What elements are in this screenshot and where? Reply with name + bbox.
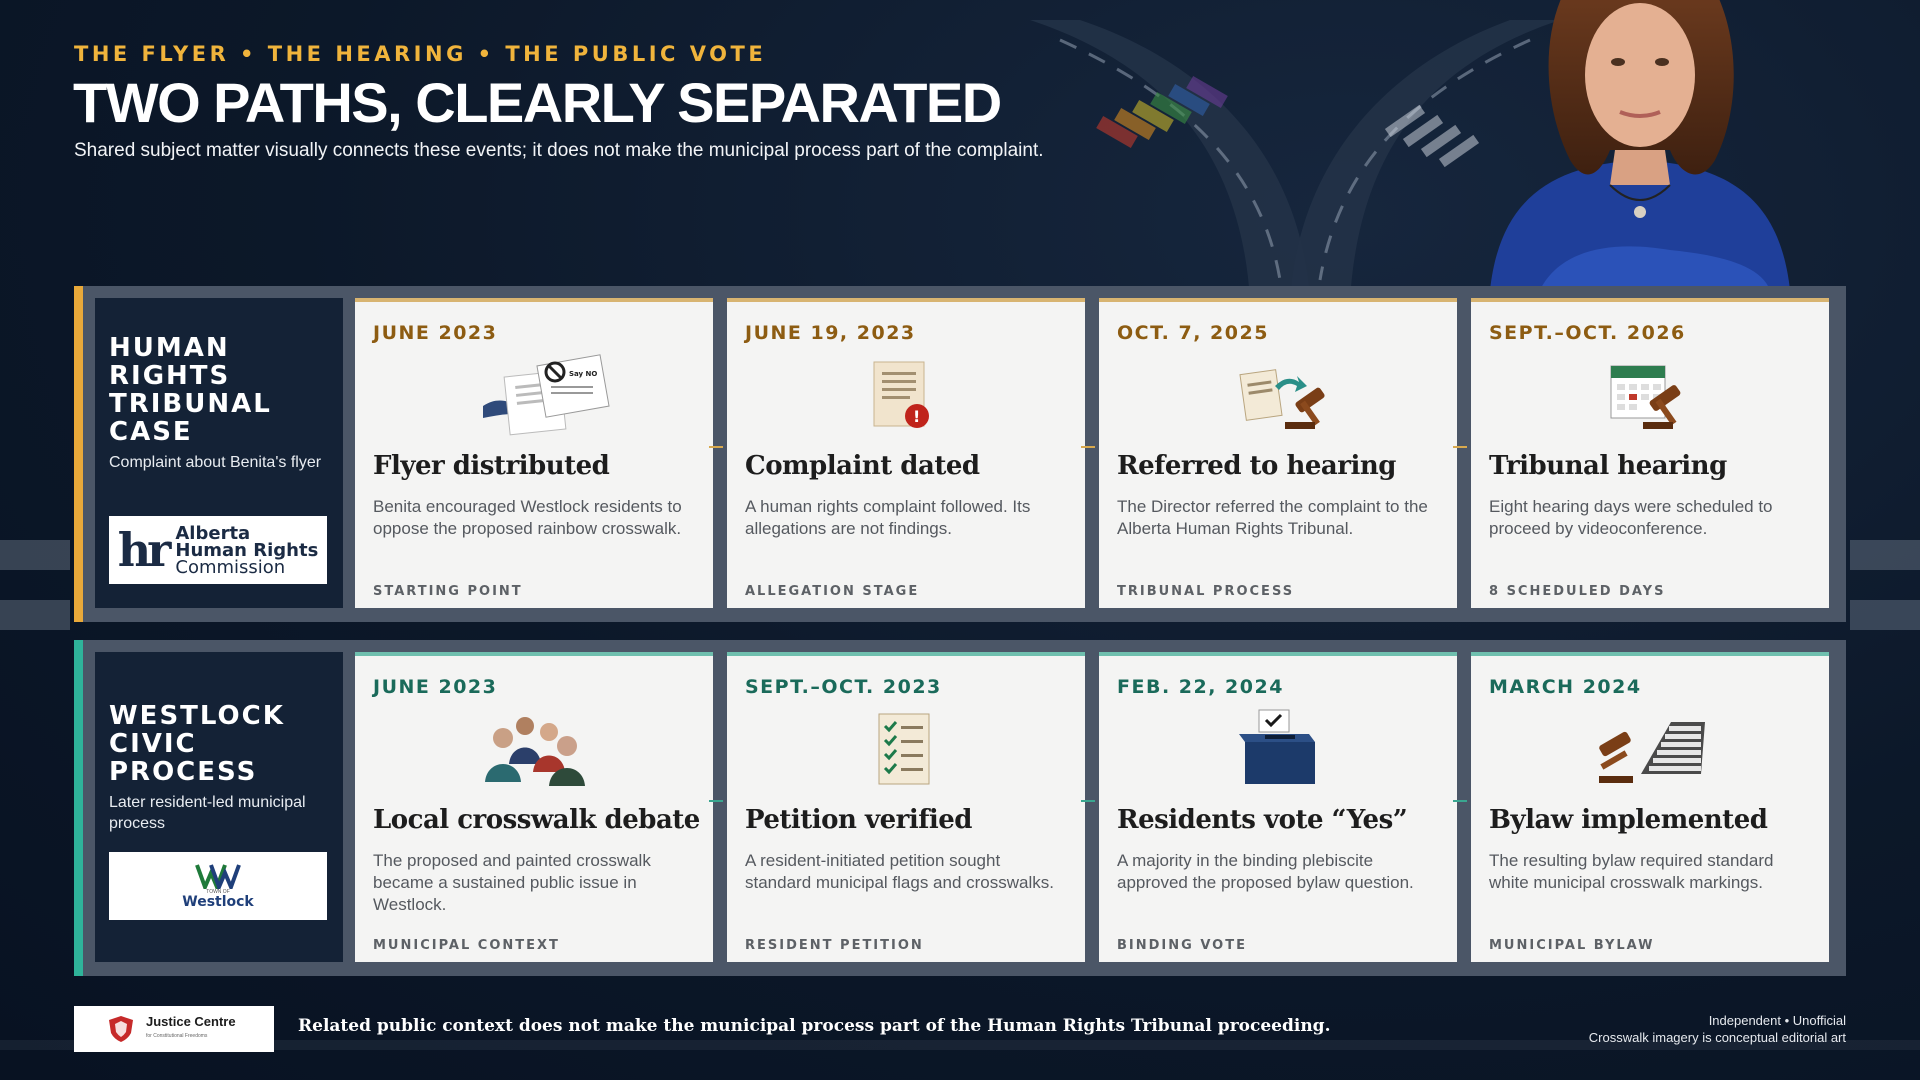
svg-text:Say NO: Say NO <box>569 370 598 378</box>
card-date: JUNE 2023 <box>373 322 498 344</box>
tribunal-card-referral <box>1099 298 1457 608</box>
westlock-name: Westlock <box>182 894 254 910</box>
westlock-w-mark <box>195 863 241 889</box>
westlock-small: TOWN OF <box>206 889 230 895</box>
card-description: A majority in the binding plebiscite approved the proposed bylaw question. <box>1117 851 1414 892</box>
footer-credits <box>1589 1012 1846 1046</box>
checklist-icon <box>727 702 1085 790</box>
ahrc-line2: Human Rights <box>175 539 319 561</box>
card-date: SEPT.–OCT. 2023 <box>745 676 942 698</box>
tribunal-card-complaint <box>727 298 1085 608</box>
civic-side-panel <box>95 652 343 962</box>
card-description: The resulting bylaw required standard white municipal crosswalk markings. <box>1489 851 1774 892</box>
card-description: A resident-initiated petition sought standard municipal flags and crosswalks. <box>745 851 1054 892</box>
page-subtitle: Shared subject matter visually connects these events; it does not make the municipal process part of the complaint. <box>74 140 1044 161</box>
header-kicker: THE FLYER • THE HEARING • THE PUBLIC VOTE <box>74 42 767 66</box>
card-title: Referred to hearing <box>1117 451 1396 481</box>
timeline-connector <box>1081 800 1095 802</box>
card-tag: TRIBUNAL PROCESS <box>1117 584 1295 599</box>
timeline-connector <box>1453 800 1467 802</box>
card-tag: BINDING VOTE <box>1117 938 1247 953</box>
justice-centre-shield-icon <box>108 1015 134 1043</box>
calendar-gavel-icon <box>1471 348 1829 436</box>
ahrc-line3: Commission <box>175 556 286 578</box>
tribunal-section-title: HUMAN RIGHTS TRIBUNAL CASE <box>109 333 272 447</box>
timeline-connector <box>1081 446 1095 448</box>
tribunal-card-flyer <box>355 298 713 608</box>
justice-centre-logo <box>74 1006 274 1052</box>
card-date: FEB. 22, 2024 <box>1117 676 1284 698</box>
ahrc-line1: Alberta <box>175 522 251 544</box>
timeline-connector <box>709 446 723 448</box>
tribunal-card-hearing <box>1471 298 1829 608</box>
card-tag: MUNICIPAL CONTEXT <box>373 938 560 953</box>
ahrc-mark: hr <box>117 523 168 577</box>
card-tag: RESIDENT PETITION <box>745 938 924 953</box>
card-date: JUNE 19, 2023 <box>745 322 916 344</box>
card-tag: MUNICIPAL BYLAW <box>1489 938 1655 953</box>
card-description: The Director referred the complaint to the Alberta Human Rights Tribunal. <box>1117 497 1428 538</box>
card-date: SEPT.–OCT. 2026 <box>1489 322 1686 344</box>
civic-section-description: Later resident-led municipal process <box>109 794 306 832</box>
card-tag: ALLEGATION STAGE <box>745 584 920 599</box>
card-title: Residents vote “Yes” <box>1117 805 1408 835</box>
flyer-hand-icon <box>355 348 713 436</box>
gavel-crosswalk-icon <box>1471 702 1829 790</box>
woman-portrait-illustration <box>1470 0 1810 290</box>
civic-card-petition <box>727 652 1085 962</box>
page-title: TWO PATHS, CLEARLY SEPARATED <box>73 71 1001 134</box>
svg-text:!: ! <box>913 407 921 426</box>
footer-credit-line2: Crosswalk imagery is conceptual editorial art <box>1588 1030 1846 1045</box>
tribunal-section-description: Complaint about Benita's flyer <box>109 454 322 471</box>
civic-section-title: WESTLOCK CIVIC PROCESS <box>109 701 285 787</box>
footer-disclaimer: Related public context does not make the municipal process part of the Human Rights Tribunal proceeding. <box>298 1016 1331 1036</box>
card-title: Flyer distributed <box>373 451 610 481</box>
complaint-document-icon <box>727 348 1085 436</box>
civic-card-bylaw <box>1471 652 1829 962</box>
card-date: MARCH 2024 <box>1489 676 1642 698</box>
referral-gavel-icon <box>1099 348 1457 436</box>
ballot-box-icon <box>1099 702 1457 790</box>
justice-centre-name: Justice Centre <box>146 1014 236 1029</box>
justice-centre-subtitle: for Constitutional Freedoms <box>146 1033 208 1039</box>
footer-credit-line1: Independent • Unofficial <box>1708 1013 1846 1028</box>
card-title: Bylaw implemented <box>1489 805 1768 835</box>
card-description: A human rights complaint followed. Its allegations are not findings. <box>745 497 1031 538</box>
card-title: Complaint dated <box>745 451 980 481</box>
tribunal-band <box>74 286 1846 622</box>
timeline-connector <box>709 800 723 802</box>
alberta-human-rights-commission-logo <box>109 516 327 584</box>
people-debate-icon <box>355 702 713 790</box>
card-date: OCT. 7, 2025 <box>1117 322 1269 344</box>
card-description: The proposed and painted crosswalk became a sustained public issue in Westlock. <box>373 851 651 914</box>
card-date: JUNE 2023 <box>373 676 498 698</box>
card-tag: STARTING POINT <box>373 584 523 599</box>
tribunal-side-panel <box>95 298 343 608</box>
timeline-connector <box>1453 446 1467 448</box>
civic-band <box>74 640 1846 976</box>
card-description: Benita encouraged Westlock residents to oppose the proposed rainbow crosswalk. <box>373 497 682 538</box>
town-of-westlock-logo <box>109 852 327 920</box>
card-title: Tribunal hearing <box>1489 451 1727 481</box>
civic-card-vote <box>1099 652 1457 962</box>
civic-card-debate <box>355 652 713 962</box>
card-title: Local crosswalk debate <box>373 805 700 835</box>
card-title: Petition verified <box>745 805 972 835</box>
card-tag: 8 SCHEDULED DAYS <box>1489 584 1666 599</box>
card-description: Eight hearing days were scheduled to proceed by videoconference. <box>1489 497 1773 538</box>
